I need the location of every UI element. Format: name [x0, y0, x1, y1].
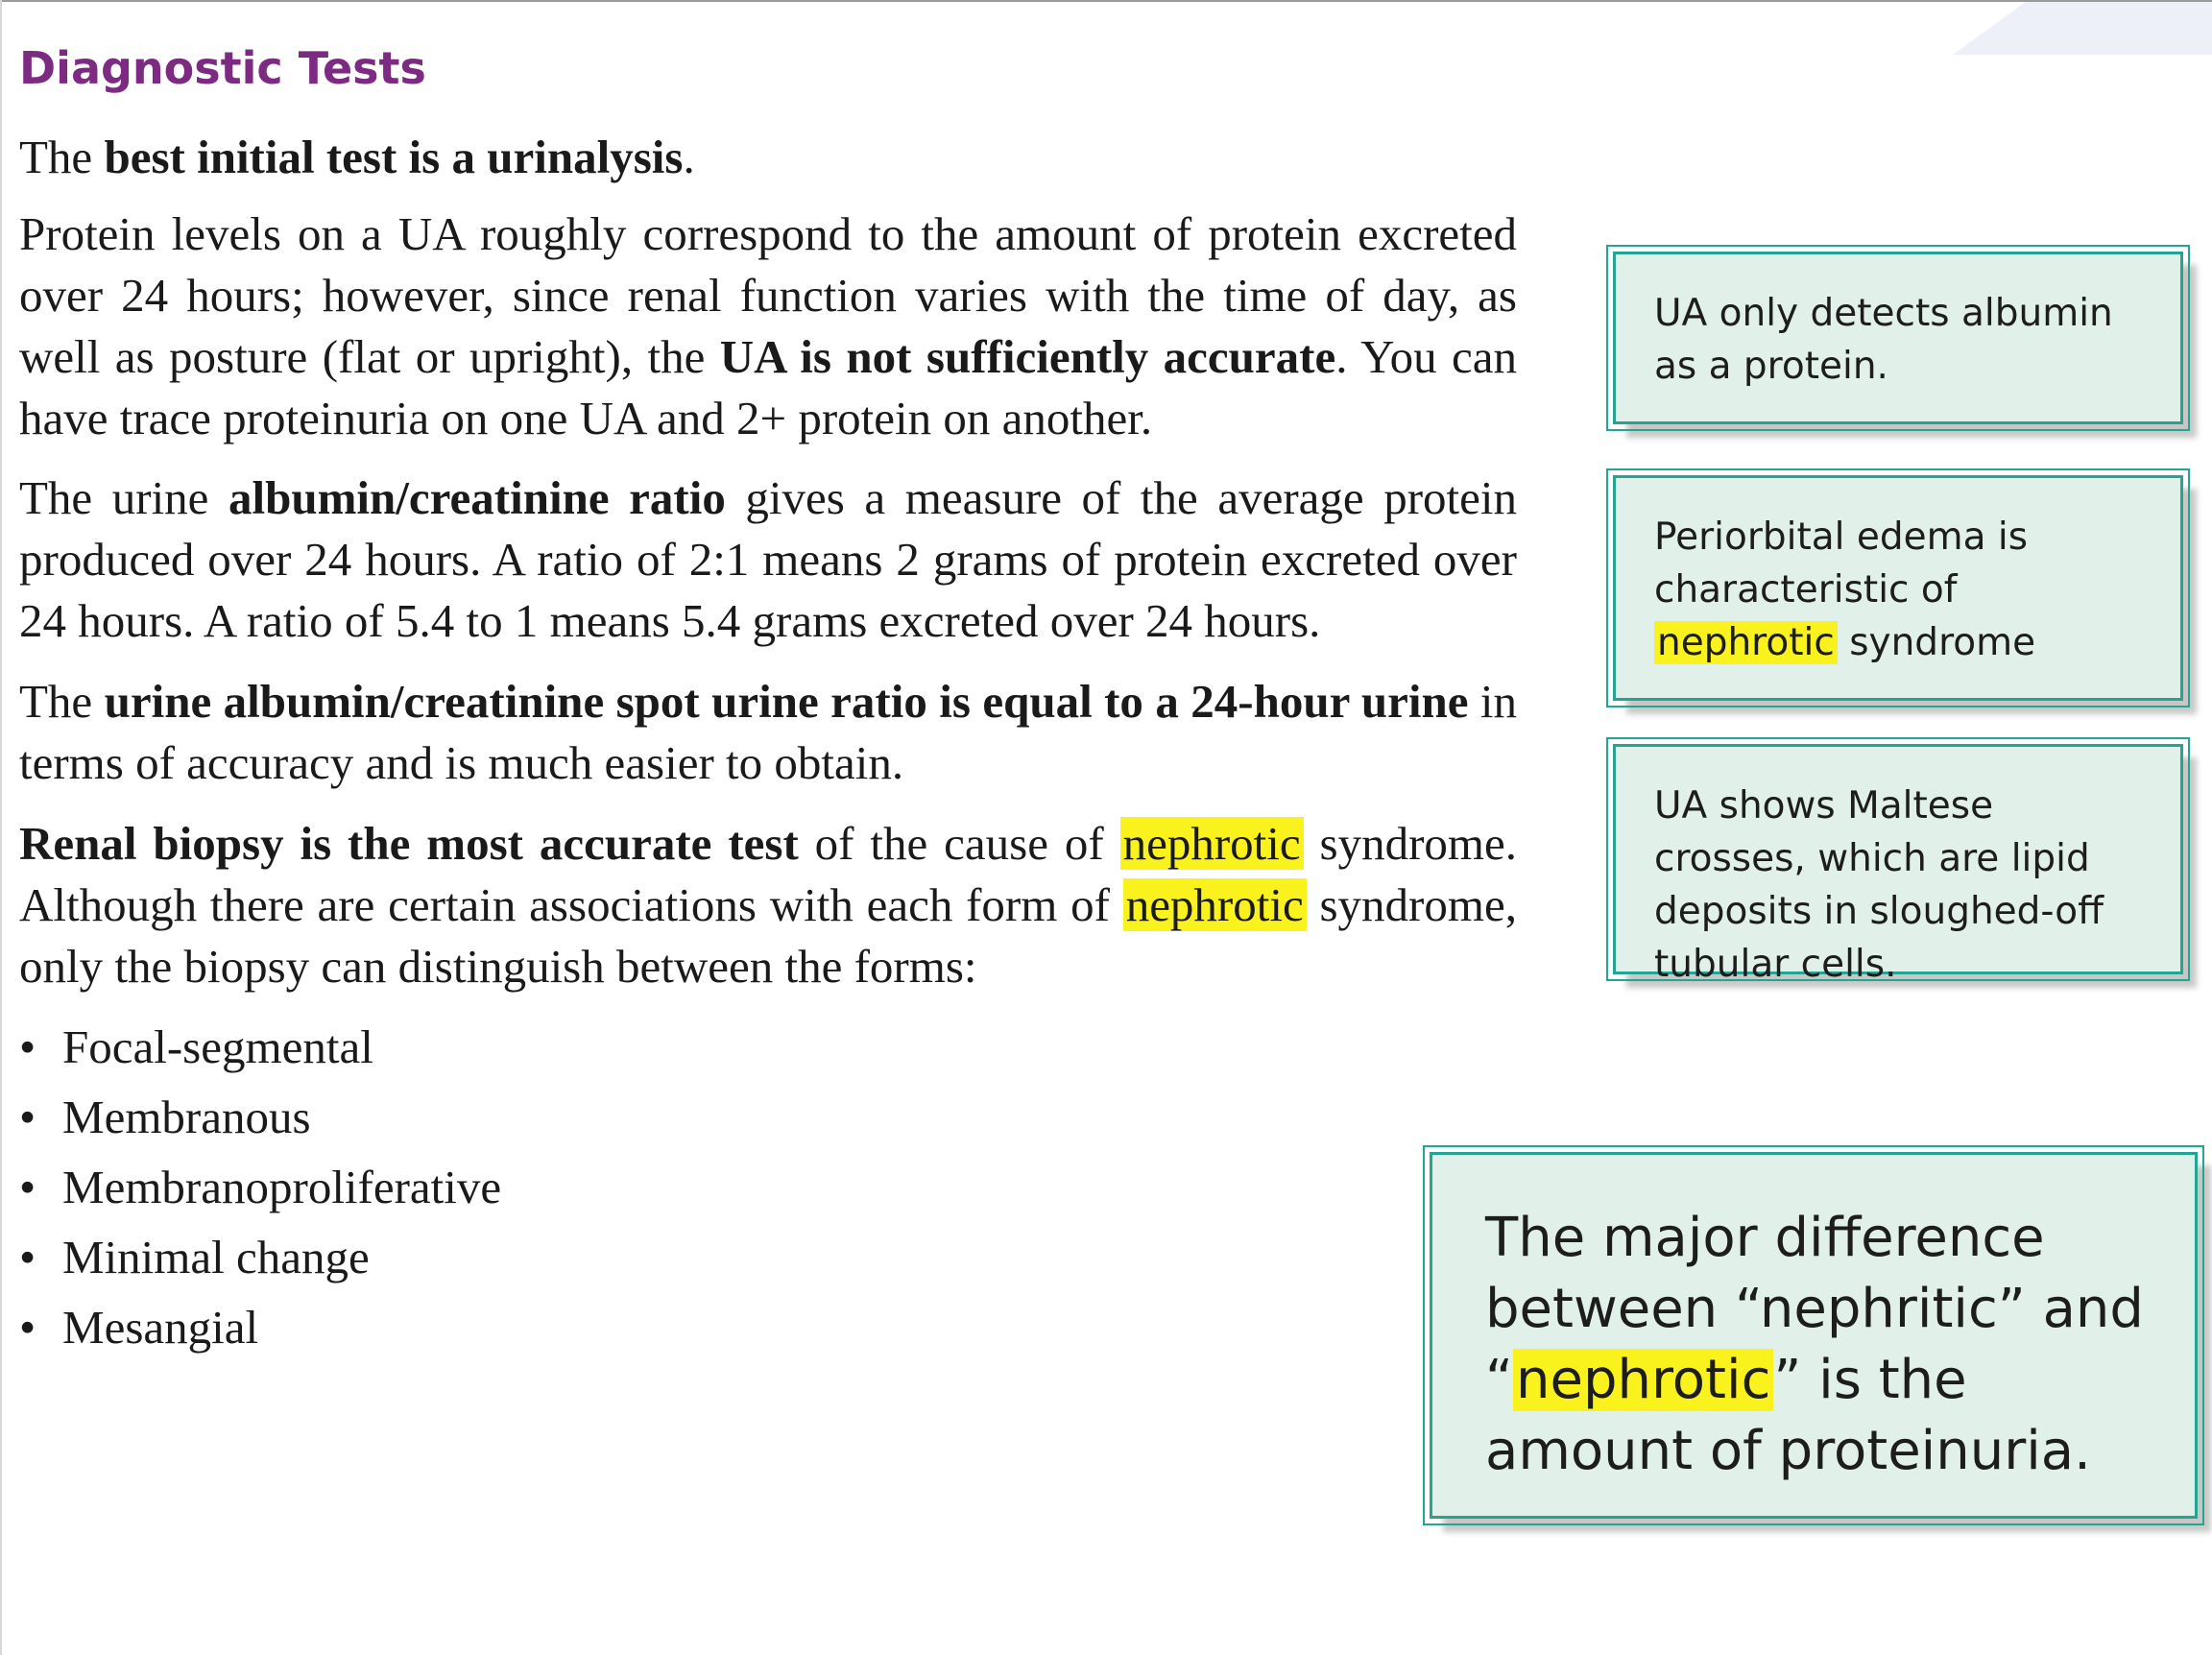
sidebar-periorbital-edema [1613, 475, 2183, 701]
list-item-label: Mesangial [62, 1301, 259, 1354]
p4-text: The [19, 675, 105, 728]
bullet-dot: • [19, 1231, 36, 1283]
p3-bold: albumin/creatinine ratio [228, 471, 726, 524]
bullet-dot: • [19, 1301, 36, 1354]
p2-text: Protein levels on a UA roughly correspond to the amount of protein excreted over 24 hours; however, since renal function varies with the time of day, as well as posture (flat or upright), the [19, 207, 1517, 383]
p5-text-2: syndrome. Although there are certain associations with each form of [19, 817, 1518, 931]
bullet-dot: • [19, 1091, 36, 1143]
p1-bold: best initial test is a urinalysis [104, 131, 684, 183]
paragraph-albumin-ratio [19, 468, 1517, 652]
p3-end: gives a measure of the average protein produced over 24 hours. A ratio of 2:1 means 2 grams of protein excreted over 24 hours. A ratio of 5.4 to 1 means 5.4 grams excreted over 24 hours. [19, 471, 1518, 647]
list-item-label: Minimal change [62, 1231, 370, 1283]
sidebar-major-difference-end: ” is the amount of proteinuria. [1485, 1349, 2091, 1482]
p1-text: The [19, 131, 105, 183]
p5-text: of the cause of [798, 817, 1120, 870]
sidebar-ua-albumin-text: UA only detects albumin as a protein. [1654, 292, 2113, 388]
biopsy-forms-list [19, 1012, 501, 1362]
paragraph-best-initial-test [19, 127, 1517, 188]
top-rule [0, 0, 2212, 2]
sidebar-periorbital-end: syndrome [1837, 621, 2036, 664]
sidebar-major-difference-highlight: nephrotic [1513, 1349, 1773, 1411]
sidebar-nephritic-vs-nephrotic [1430, 1152, 2198, 1519]
sidebar-maltese-crosses [1613, 744, 2183, 986]
p2-bold: UA is not sufficiently accurate [719, 330, 1336, 383]
sidebar-periorbital-highlight: nephrotic [1654, 621, 1838, 664]
sidebar-ua-albumin [1613, 252, 2183, 424]
sidebar-major-difference-text: The major difference between “nephritic” and “ [1485, 1207, 2144, 1411]
p5-highlight-2: nephrotic [1123, 878, 1307, 931]
p3-text: The urine [19, 471, 228, 524]
left-rule [0, 0, 2, 1655]
list-item [19, 1152, 501, 1222]
sidebar-maltese-text: UA shows Maltese crosses, which are lipid deposits in sloughed-off tubular cells. [1654, 784, 2104, 986]
list-item [19, 1222, 501, 1292]
p4-end: in terms of accuracy and is much easier to obtain. [19, 675, 1517, 789]
list-item [19, 1012, 501, 1082]
list-item-label: Membranoproliferative [62, 1161, 502, 1213]
list-item-label: Focal-segmental [62, 1020, 373, 1073]
list-item [19, 1292, 501, 1362]
bullet-dot: • [19, 1020, 36, 1073]
list-item-label: Membranous [62, 1091, 311, 1143]
paragraph-spot-urine [19, 671, 1517, 794]
p1-end: . [683, 131, 695, 183]
page-corner-tab [1953, 2, 2212, 55]
sidebar-periorbital-text: Periorbital edema is characteristic of [1654, 516, 2029, 612]
p5-end: syndrome, only the biopsy can distinguish between the forms: [19, 878, 1517, 993]
p5-highlight-1: nephrotic [1120, 817, 1304, 870]
paragraph-protein-levels [19, 204, 1517, 449]
p2-end: . You can have trace proteinuria on one UA and 2+ protein on another. [19, 330, 1517, 444]
section-heading: Diagnostic Tests [19, 42, 426, 94]
p4-bold: urine albumin/creatinine spot urine ratio is equal to a 24-hour urine [104, 675, 1469, 728]
bullet-dot: • [19, 1161, 36, 1213]
list-item [19, 1082, 501, 1152]
paragraph-renal-biopsy [19, 813, 1517, 997]
p5-bold: Renal biopsy is the most accurate test [19, 817, 799, 870]
